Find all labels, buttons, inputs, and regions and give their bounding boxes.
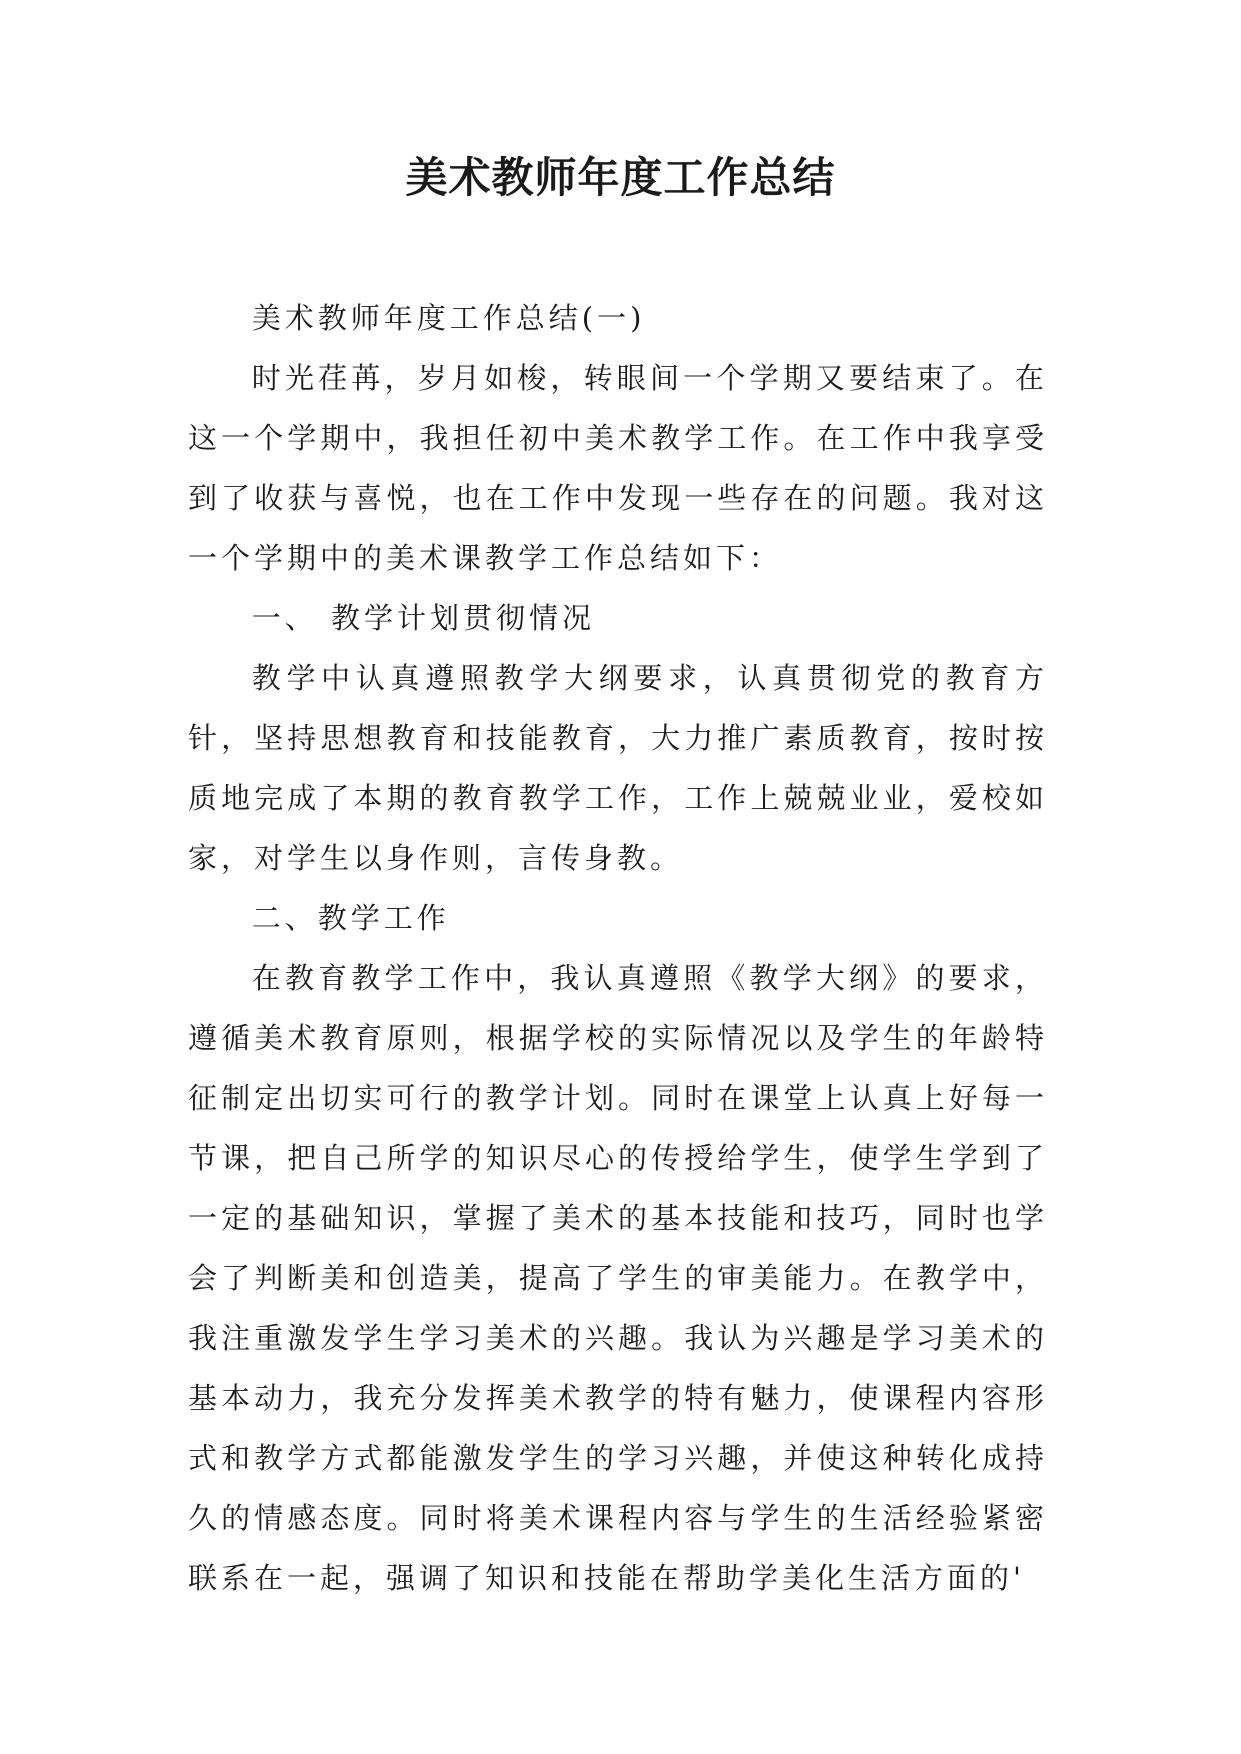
section-1-paragraph: 教学中认真遵照教学大纲要求，认真贯彻党的教育方针，坚持思想教育和技能教育，大力推广素质教育，按时按质地完成了本期的教育教学工作，工作上兢兢业业，爱校如家，对学生以身作则，言传身教。 xyxy=(188,661,1048,875)
section-heading-2: 二、教学工作 xyxy=(251,901,450,935)
intro-paragraph: 时光荏苒，岁月如梭，转眼间一个学期又要结束了。在这一个学期中，我担任初中美术教学工作。在工作中我享受到了收获与喜悦，也在工作中发现一些存在的问题。我对这一个学期中的美术课教学工作总结如下： xyxy=(188,361,1048,575)
section-2-paragraph: 在教育教学工作中，我认真遵照《教学大纲》的要求，遵循美术教育原则，根据学校的实际情况以及学生的年龄特征制定出切实可行的教学计划。同时在课堂上认真上好每一节课，把自己所学的知识尽心的传授给学生，使学生学到了一定的基础知识，掌握了美术的基本技能和技巧，同时也学会了判断美和创造美，提高了学生的审美能力。在教学中，我注重激发学生学习美术的兴趣。我认为兴趣是学习美术的基本动力，我充分发挥美术教学的特有魅力，使课程内容形式和教学方式都能激发学生的学习兴趣，并使这种转化成持久的情感态度。同时将美术课程内容与学生的生活经验紧密联系在一起，强调了知识和技能在帮助学美化生活方面的' xyxy=(188,961,1048,1595)
section-heading-1: 一、 教学计划贯彻情况 xyxy=(251,601,596,635)
document-title: 美术教师年度工作总结 xyxy=(405,153,836,202)
document-body xyxy=(188,288,1048,1608)
section-subtitle: 美术教师年度工作总结(一) xyxy=(251,301,646,335)
